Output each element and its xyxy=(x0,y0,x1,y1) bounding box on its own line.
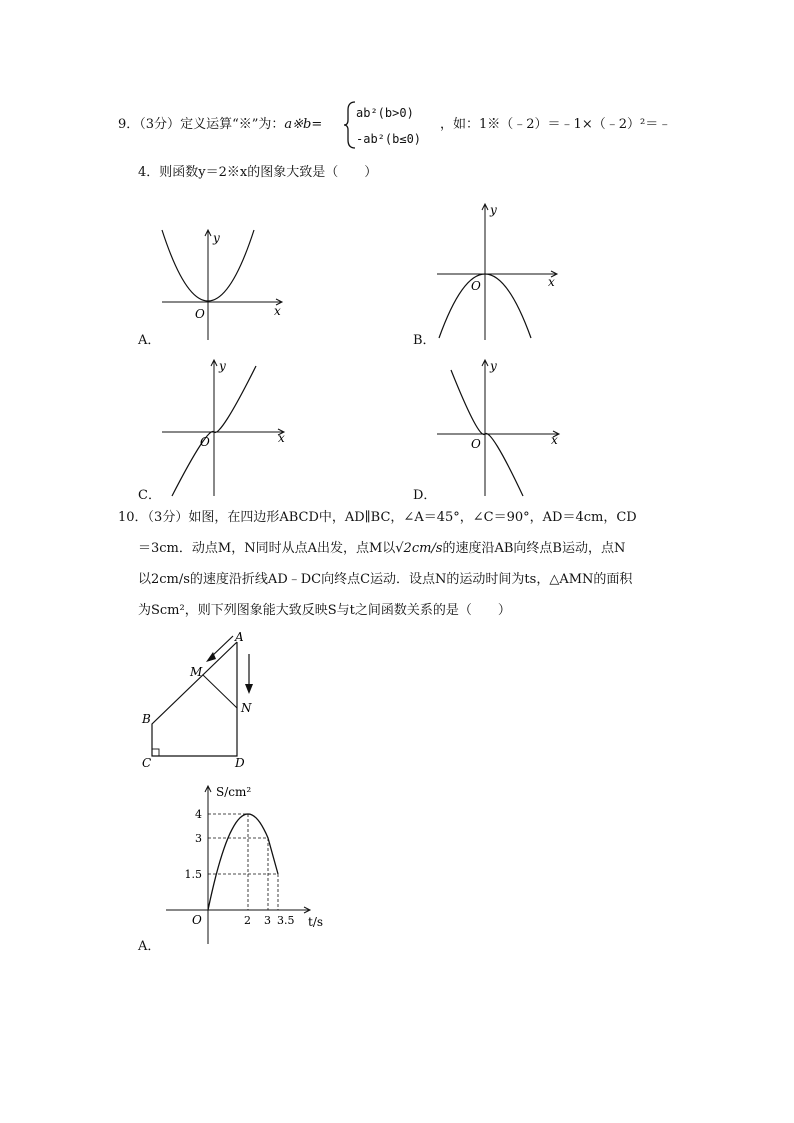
q10-line2-b: 的速度沿AB向终点B运动，点N xyxy=(442,541,626,556)
option-a-label[interactable]: A． xyxy=(138,333,161,348)
label-c: C xyxy=(142,756,152,770)
option-b-label[interactable]: B． xyxy=(413,333,436,348)
option-c-label[interactable]: C． xyxy=(138,488,161,503)
axis-x-label: x xyxy=(278,431,285,445)
q9-graph-c xyxy=(158,356,288,501)
q9-line1 xyxy=(118,116,322,134)
q9-def-lhs: a※b= xyxy=(284,117,323,132)
axis-x-label: x xyxy=(274,304,281,318)
chart-ylabel: S/cm² xyxy=(216,785,252,799)
q10-line2-sqrt: √2cm/s xyxy=(395,541,443,556)
y-tick-label-0: 4 xyxy=(195,808,202,821)
q10-line3: 以2cm/s的速度沿折线AD﹣DC向终点C运动．设点N的运动时间为ts，△AMN的面积 xyxy=(138,572,633,587)
segment-mn xyxy=(203,675,237,708)
q9-case2: -ab²(b≤0) xyxy=(356,132,422,146)
label-a: A xyxy=(235,630,244,644)
axis-y-label: y xyxy=(219,359,226,373)
option-d-label[interactable]: D． xyxy=(413,488,437,503)
y-tick-label-1: 3 xyxy=(195,832,202,845)
origin-label: O xyxy=(471,437,481,451)
label-n: N xyxy=(241,701,252,715)
q10-line2 xyxy=(138,540,625,558)
origin-label: O xyxy=(195,307,205,321)
x-tick-label-1: 3 xyxy=(264,914,271,927)
axis-x-label: x xyxy=(548,275,555,289)
q9-score: （3分） xyxy=(139,117,181,132)
y-tick-label-2: 1.5 xyxy=(184,868,202,881)
q9-graph-b xyxy=(433,200,563,345)
chart-origin-label: O xyxy=(192,913,202,927)
q10-option-a-label[interactable]: A． xyxy=(138,939,161,954)
q9-example: ，如：1※（﹣2）＝﹣1×（﹣2）²＝﹣ xyxy=(440,117,672,132)
q10-line4: 为Scm²，则下列图象能大致反映S与t之间函数关系的是（ ） xyxy=(138,603,511,618)
q9-define-text: 定义运算“※”为： xyxy=(180,117,285,132)
right-angle-mark xyxy=(152,749,159,756)
series-line xyxy=(208,814,278,910)
q9-number: 9． xyxy=(118,117,140,132)
chart-marks xyxy=(185,808,295,927)
q9-case1: ab²(b>0) xyxy=(356,106,414,120)
curve xyxy=(451,370,523,496)
axis-x-label: x xyxy=(551,433,558,447)
q10-option-a-chart xyxy=(160,782,360,947)
arrow-n-head xyxy=(245,684,253,694)
axis-y-label: y xyxy=(490,359,497,373)
q10-line1: 10．（3分）如图，在四边形ABCD中，AD∥BC，∠A＝45°，∠C＝90°，AD＝4cm，CD xyxy=(118,510,637,525)
piecewise-brace xyxy=(343,100,357,150)
q10-line2-a: ＝3cm．动点M，N同时从点A出发，点M以 xyxy=(138,541,396,556)
origin-label: O xyxy=(471,279,481,293)
axis-y-label: y xyxy=(213,231,220,245)
q9-graph-d xyxy=(433,356,563,501)
x-tick-label-2: 3.5 xyxy=(277,914,295,927)
label-m: M xyxy=(190,665,203,679)
label-d: D xyxy=(235,756,245,770)
axis-y-label: y xyxy=(490,203,497,217)
label-b: B xyxy=(142,712,151,726)
q9-line2: 4．则函数y＝2※x的图象大致是（ ） xyxy=(138,165,378,180)
q10-quadrilateral-figure xyxy=(140,630,280,770)
origin-label: O xyxy=(200,435,210,449)
quad-outline xyxy=(152,642,237,756)
x-tick-label-0: 2 xyxy=(244,914,251,927)
chart-xlabel: t/s xyxy=(308,915,324,929)
q9-graph-a xyxy=(158,222,288,342)
